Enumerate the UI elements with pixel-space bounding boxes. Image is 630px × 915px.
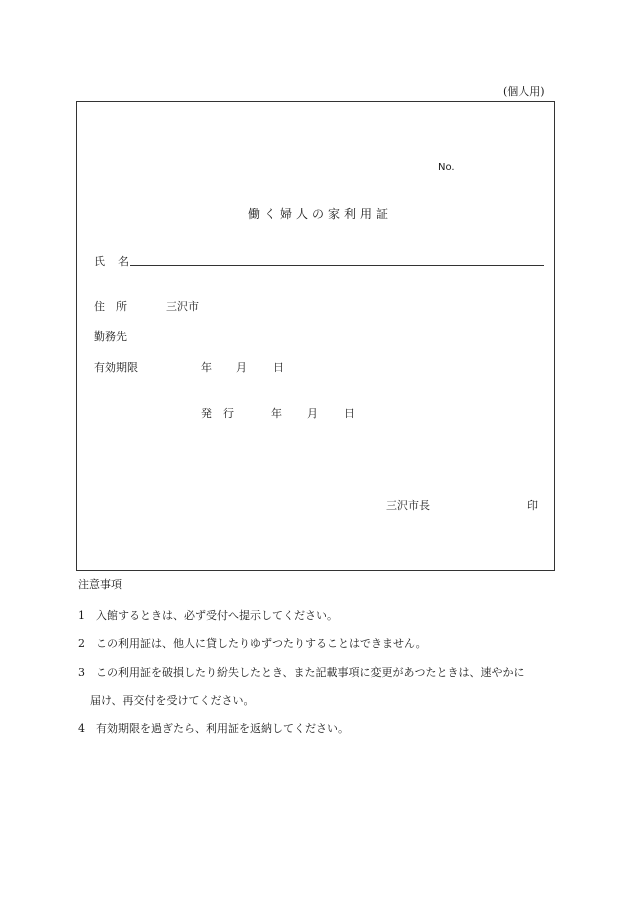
name-label-part-2: 名 [118,255,129,268]
address-value: 三沢市 [166,300,199,313]
validity-label: 有効期限 [94,361,138,374]
usage-card [76,101,555,571]
issue-month-label: 月 [307,407,318,420]
note-text: 届け、再交付を受けてください。 [90,694,255,707]
validity-day-label: 日 [273,361,284,374]
card-number-label: No. [438,162,455,173]
note-text: この利用証を破損したり紛失したとき、また記載事項に変更があつたときは、速やかに [96,666,525,679]
card-title: 働く婦人の家利用証 [248,207,393,221]
note-item-continuation [90,695,255,706]
note-item [78,723,349,734]
note-number: 1 [78,609,85,622]
note-number: 3 [78,666,85,679]
seal-label: 印 [527,499,538,512]
form-type-label: (個人用) [503,85,545,98]
address-label: 住 所 [94,300,127,313]
issue-label: 発 行 [201,407,234,420]
note-text: この利用証は、他人に貸したりゆずつたりすることはできません。 [96,637,427,650]
validity-month-label: 月 [236,361,247,374]
note-number: 4 [78,722,85,735]
name-label [94,256,129,267]
name-field-line [130,265,544,266]
issue-year-label: 年 [271,407,282,420]
name-label-part-1: 氏 [94,255,105,268]
note-number: 2 [78,637,85,650]
note-item [78,610,338,621]
note-item [78,667,525,678]
note-text: 入館するときは、必ず受付へ提示してください。 [96,609,338,622]
issue-day-label: 日 [344,407,355,420]
notes-heading: 注意事項 [78,578,122,591]
issuer-label: 三沢市長 [386,499,430,512]
note-text: 有効期限を過ぎたら、利用証を返納してください。 [96,722,349,735]
note-item [78,638,427,649]
validity-year-label: 年 [201,361,212,374]
workplace-label: 勤務先 [94,330,127,343]
